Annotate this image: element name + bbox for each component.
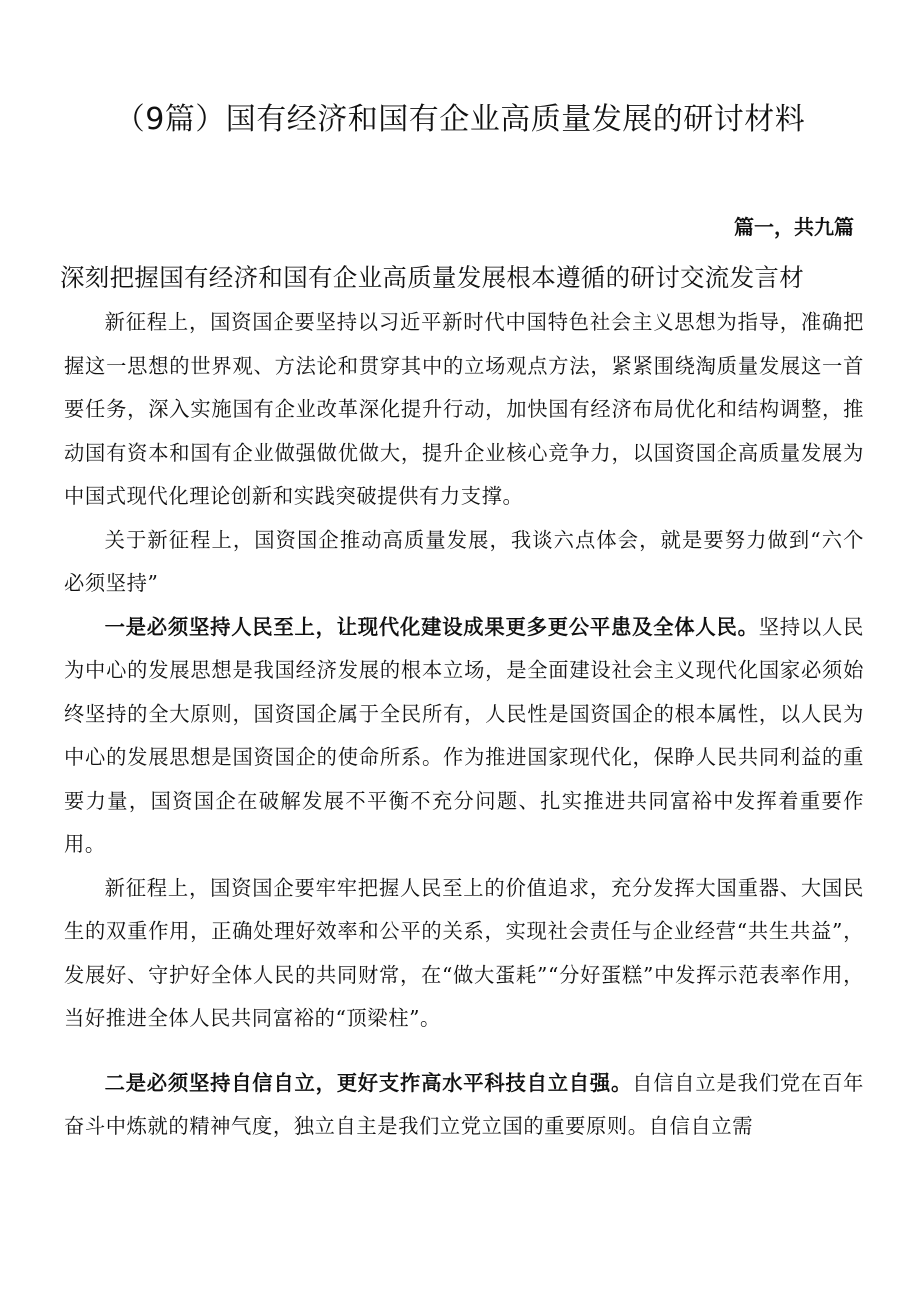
paragraph-1	[64, 301, 864, 519]
paragraph-5	[64, 1062, 864, 1149]
paragraph-3	[64, 606, 864, 867]
document-title: （9篇）国有经济和国有企业高质量发展的研讨材料	[114, 102, 806, 137]
paragraph-text: 自信自立是我们党在百年奋斗中炼就的精神气度，独立自主是我们立党立国的重要原则。自信自立需	[64, 1070, 864, 1138]
paragraph-spacer	[64, 1041, 864, 1062]
paragraph-text: 新征程上，国资国企要坚持以习近平新时代中国特色社会主义思想为指导，准确把握这一思想的世界观、方法论和贯穿其中的立场观点方法，紧紧围绕淘质量发展这一首要任务，深入实施国有企业改革深化提升行动，加快国有经济布局优化和结构调整，推动国有资本和国有企业做强做优做大，提升企业核心竞争力，以国资国企高质量发展为中国式现代化理论创新和实践突破提供有力支撑。	[64, 310, 864, 508]
paragraph-2	[64, 519, 864, 606]
paragraph-text: 新征程上，国资国企要牢牢把握人民至上的价值追求，充分发挥大国重器、大国民生的双重作用，正确处理好效率和公平的关系，实现社会责任与企业经营“共生共益”，发展好、守护好全体人民的共同财常，在“做大蛋耗”“分好蛋糕”中发挥示范表率作用，当好推进全体人民共同富裕的“顶梁柱”。	[64, 875, 864, 1030]
article-title: 深刻把握国有经济和国有企业高质量发展根本遵循的研讨交流发言材	[60, 263, 804, 292]
paragraph-lead-sentence: 二是必须坚持自信自立，更好支拃高水平科技自立自强。	[104, 1070, 633, 1095]
paragraph-4	[64, 867, 864, 1041]
paragraph-text: 坚持以人民为中心的发展思想是我国经济发展的根本立场，是全面建设社会主义现代化国家必须始终坚持的全大原则，国资国企属于全民所有，人民性是国资国企的根本属性，以人民为中心的发展思想是国资国企的使命所系。作为推进国家现代化，保睁人民共同利益的重要力量，国资国企在破解发展不平衡不充分问题、扎实推进共同富裕中发挥着重要作用。	[64, 614, 864, 856]
paragraph-lead-sentence: 一是必须坚持人民至上，让现代化建设成果更多更公平患及全体人民。	[104, 614, 759, 639]
paragraph-text: 关于新征程上，国资国企推动高质量发展，我谈六点体会，就是要努力做到“六个必须坚持”	[64, 527, 864, 595]
article-index-label: 篇一，共九篇	[734, 215, 854, 239]
article-body	[64, 301, 864, 1149]
